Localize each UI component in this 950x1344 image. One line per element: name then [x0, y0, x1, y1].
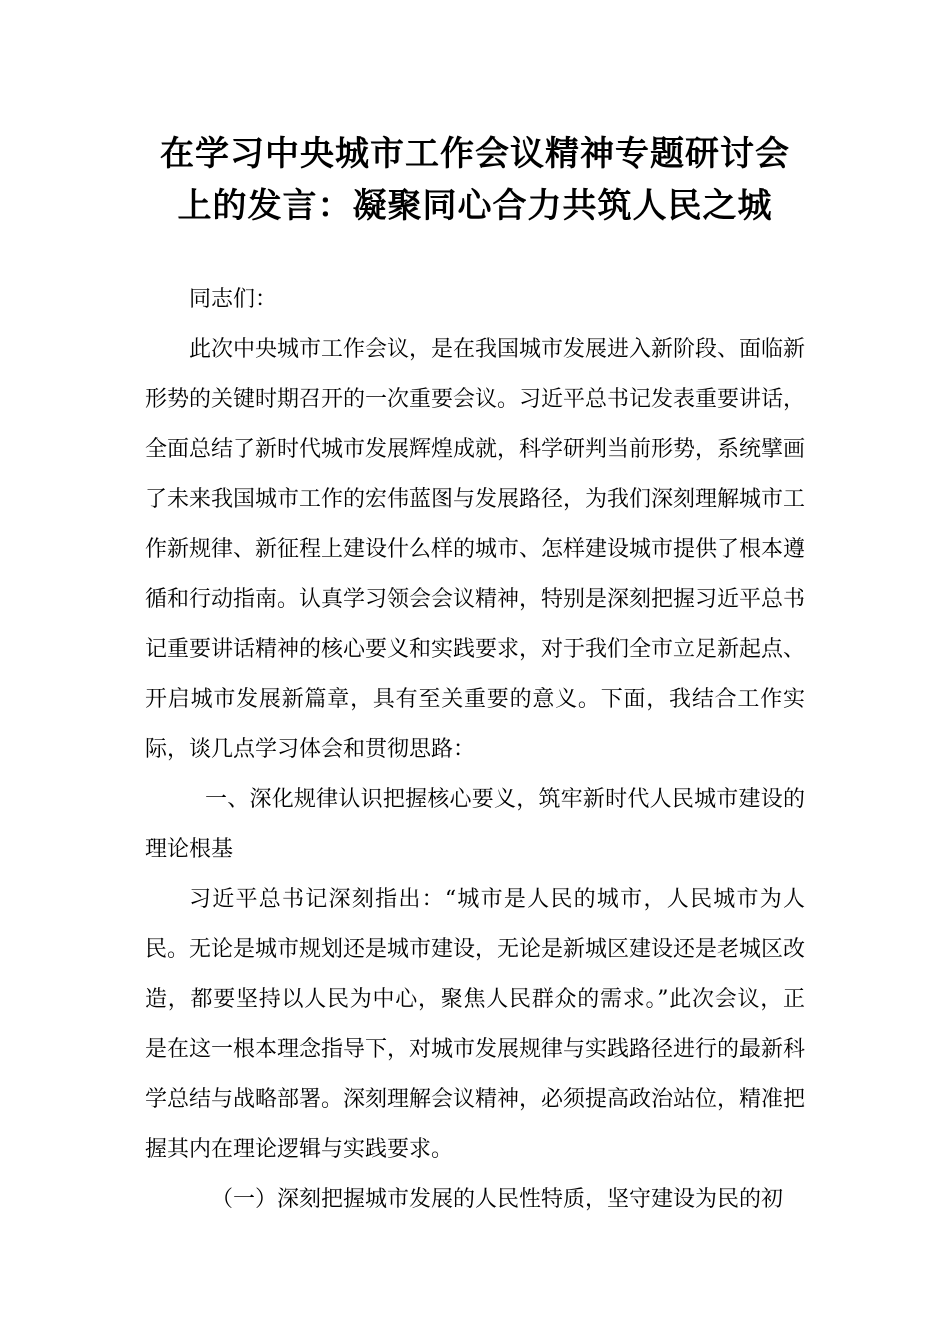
title-line-2: 上的发言：凝聚同心合力共筑人民之城	[177, 186, 773, 226]
title-line-1: 在学习中央城市工作会议精神专题研讨会	[160, 134, 790, 174]
paragraph-intro: 此次中央城市工作会议，是在我国城市发展进入新阶段、面临新形势的关键时期召开的一次重要会议。习近平总书记发表重要讲话，全面总结了新时代城市发展辉煌成就，科学研判当前形势，系统擘画了未来我国城市工作的宏伟蓝图与发展路径，为我们深刻理解城市工作新规律、新征程上建设什么样的城市、怎样建设城市提供了根本遵循和行动指南。认真学习领会会议精神，特别是深刻把握习近平总书记重要讲话精神的核心要义和实践要求，对于我们全市立足新起点、开启城市发展新篇章，具有至关重要的意义。下面，我结合工作实际，谈几点学习体会和贯彻思路：	[145, 337, 806, 762]
document-title	[140, 128, 810, 232]
salutation: 同志们：	[189, 287, 278, 312]
section-heading-1: 一、深化规律认识把握核心要义，筑牢新时代人民城市建设的理论根基	[145, 787, 805, 862]
paragraph-section-1: 习近平总书记深刻指出：“城市是人民的城市，人民城市为人民。无论是城市规划还是城市建设，无论是新城区建设还是老城区改造，都要坚持以人民为中心，聚焦人民群众的需求。”此次会议，正是在这一根本理念指导下，对城市发展规律与实践路径进行的最新科学总结与战略部署。深刻理解会议精神，必须提高政治站位，精准把握其内在理论逻辑与实践要求。	[145, 887, 806, 1162]
subsection-heading-1: （一）深刻把握城市发展的人民性特质，坚守建设为民的初	[211, 1187, 784, 1212]
document-body	[145, 275, 805, 1225]
